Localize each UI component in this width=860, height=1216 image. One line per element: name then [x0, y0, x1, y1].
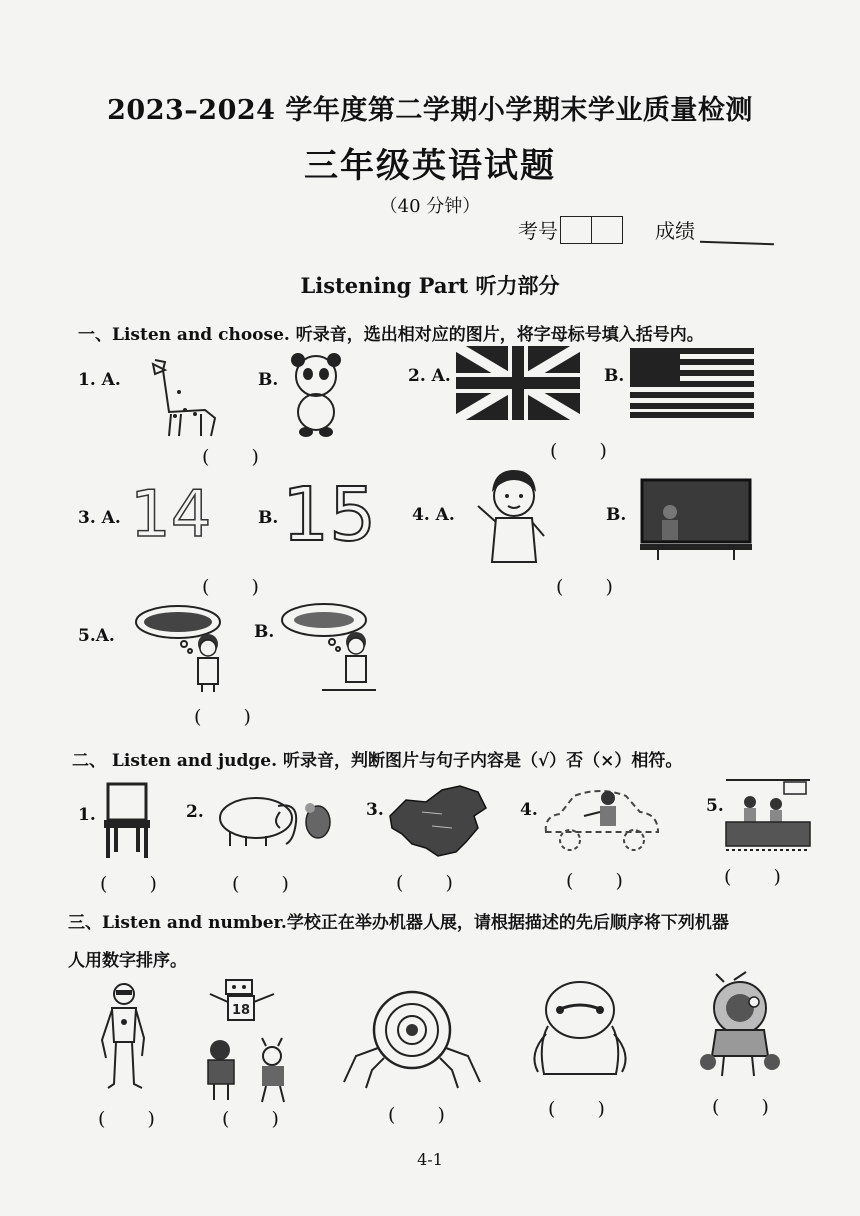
judge3-label: 3.: [366, 800, 384, 820]
chair-icon: [102, 782, 152, 860]
judge5-label: 5.: [706, 796, 724, 816]
boy-thinking-icon: [280, 602, 380, 692]
page-number: 4-1: [417, 1150, 443, 1169]
exam-duration: （40 分钟）: [379, 196, 481, 217]
us-flag-icon: [630, 348, 754, 418]
section3-title: 三、Listen and number.学校正在举办机器人展，请根据描述的先后顺序将下列机器: [68, 913, 729, 933]
item2-answer[interactable]: ( ): [550, 440, 625, 462]
number-fifteen: 15: [282, 472, 377, 558]
item3-answer[interactable]: ( ): [202, 576, 277, 598]
item1-a-label: 1. A.: [78, 370, 121, 390]
item4-b-label: B.: [606, 505, 627, 525]
number-fourteen: 14: [130, 478, 212, 552]
item1-b-label: B.: [258, 370, 279, 390]
judge5-answer[interactable]: ( ): [724, 866, 799, 888]
spider-robot-icon: [338, 986, 486, 1090]
robot1-answer[interactable]: ( ): [98, 1108, 173, 1130]
exam-number-box[interactable]: [591, 216, 623, 244]
exam-subtitle: 三年级英语试题: [304, 146, 556, 186]
listening-part-title: Listening Part 听力部分: [300, 273, 560, 298]
item5-b-label: B.: [254, 622, 275, 642]
uk-flag-icon: [456, 346, 580, 420]
score-blank[interactable]: [700, 241, 774, 245]
robot4-answer[interactable]: ( ): [548, 1098, 623, 1120]
item4-a-label: 4. A.: [412, 505, 455, 525]
judge1-answer[interactable]: ( ): [100, 873, 175, 895]
judge4-answer[interactable]: ( ): [566, 870, 641, 892]
robot-chest-number: 18: [232, 1003, 251, 1018]
boy-car-icon: [540, 776, 664, 858]
dog-robot-icon: [694, 968, 790, 1084]
item1-answer[interactable]: ( ): [202, 446, 277, 468]
robot-group-icon: [196, 978, 302, 1106]
item5-a-label: 5.A.: [78, 626, 115, 646]
item3-a-label: 3. A.: [78, 508, 121, 528]
panda-icon: [280, 350, 350, 438]
judge4-label: 4.: [520, 800, 538, 820]
kids-garden-icon: [722, 774, 814, 860]
exam-title: 2023–2024 学年度第二学期小学期末学业质量检测: [107, 95, 753, 126]
robot3-answer[interactable]: ( ): [388, 1104, 463, 1126]
exam-number-field: [518, 215, 623, 244]
robot2-answer[interactable]: ( ): [222, 1108, 297, 1130]
elephant-mouse-icon: [216, 792, 336, 848]
section2-title: 二、 Listen and judge. 听录音，判断图片与句子内容是（√）否（×）相符。: [72, 751, 683, 771]
item4-answer[interactable]: ( ): [556, 576, 631, 598]
judge2-label: 2.: [186, 802, 204, 822]
judge2-answer[interactable]: ( ): [232, 873, 307, 895]
judge3-answer[interactable]: ( ): [396, 872, 471, 894]
exam-number-label: 考号: [518, 219, 558, 243]
exam-number-box[interactable]: [560, 216, 592, 244]
humanoid-robot-icon: [94, 982, 154, 1092]
judge1-label: 1.: [78, 805, 96, 825]
item2-a-label: 2. A.: [408, 366, 451, 386]
section1-title: 一、Listen and choose. 听录音，选出相对应的图片，将字母标号填入括号内。: [78, 325, 704, 345]
item5-answer[interactable]: ( ): [194, 706, 269, 728]
round-robot-icon: [524, 974, 636, 1086]
teacher-blackboard-icon: [640, 478, 752, 560]
boy-thinking-icon: [134, 604, 234, 694]
china-map-icon: [382, 782, 494, 860]
section3-title-line2: 人用数字排序。: [68, 951, 187, 971]
item3-b-label: B.: [258, 508, 279, 528]
item2-b-label: B.: [604, 366, 625, 386]
giraffe-icon: [135, 352, 223, 440]
score-label: 成绩: [655, 219, 695, 243]
student-icon: [474, 466, 554, 566]
robot5-answer[interactable]: ( ): [712, 1096, 787, 1118]
